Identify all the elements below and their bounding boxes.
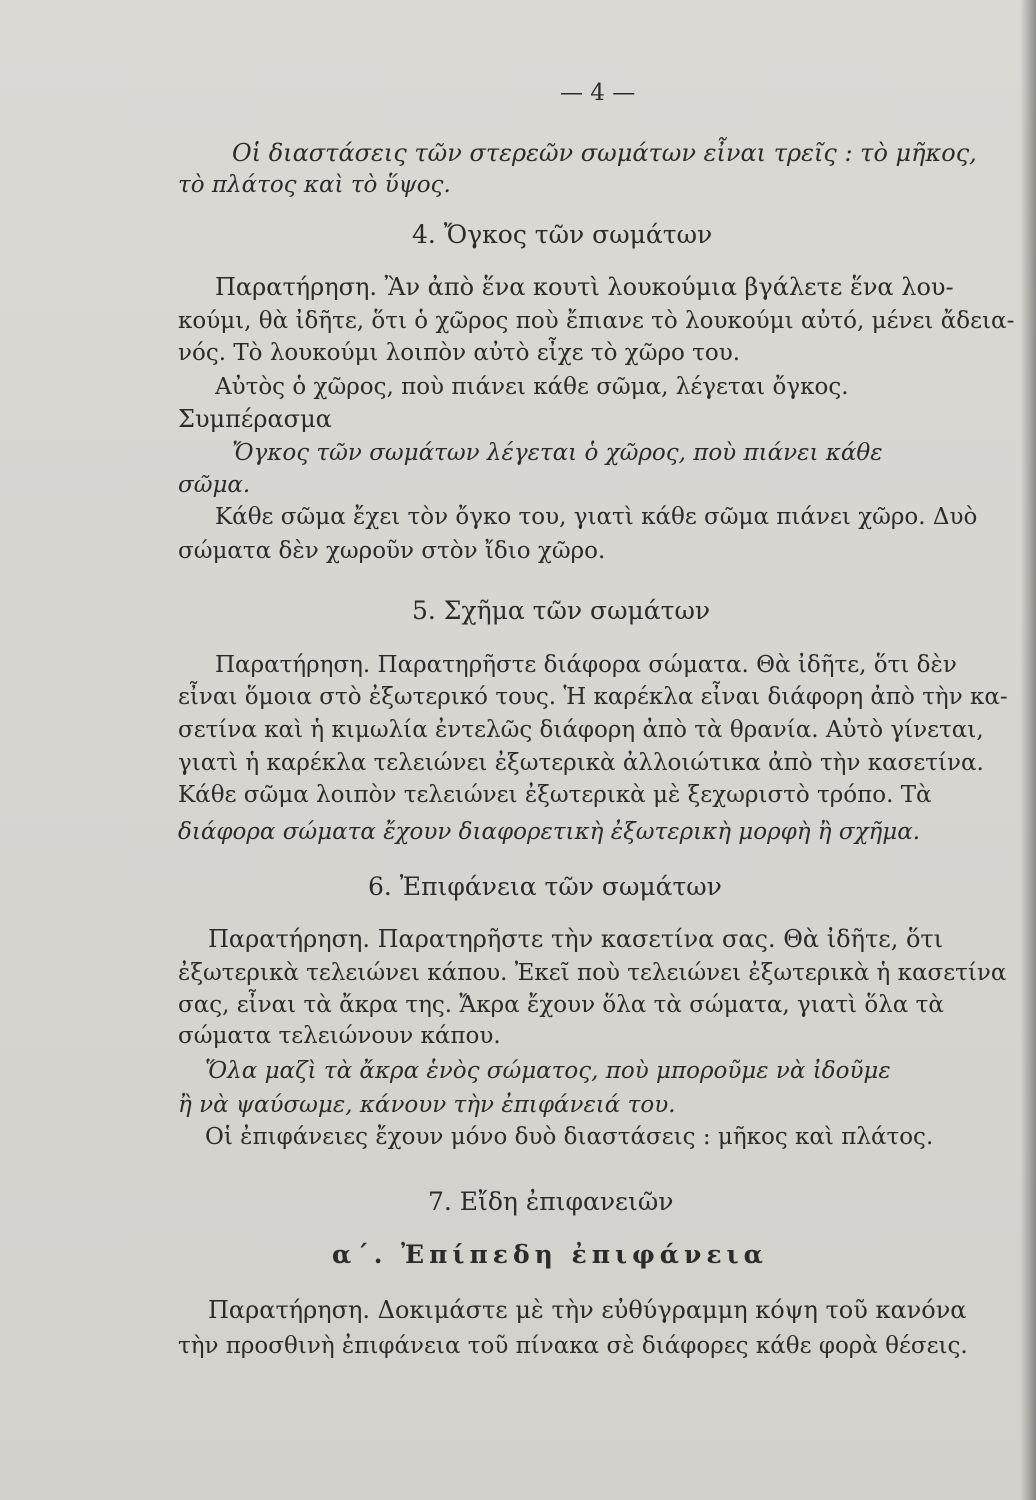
text-line: Παρατήρηση. Ἂν ἀπὸ ἕνα κουτὶ λουκούμια βγάλετε ἕνα λου- (215, 273, 954, 301)
text-line: Αὐτὸς ὁ χῶρος, ποὺ πιάνει κάθε σῶμα, λέγεται ὄγκος. (215, 374, 849, 400)
text-line: τὴν προσθινὴ ἐπιφάνεια τοῦ πίνακα σὲ διάφορες κάθε φορὰ θέσεις. (178, 1333, 968, 1359)
section-heading: 6. Ἐπιφάνεια τῶν σωμάτων (368, 872, 722, 901)
text-line: Κάθε σῶμα λοιπὸν τελειώνει ἐξωτερικὰ μὲ ξεχωριστὸ τρόπο. Τὰ (178, 782, 932, 808)
text-line: σώματα τελειώνουν κάπου. (178, 1023, 501, 1049)
section-heading: 7. Εἴδη ἐπιφανειῶν (428, 1187, 674, 1216)
text-line: Παρατήρηση. Δοκιμάστε μὲ τὴν εὐθύγραμμη κόψη τοῦ κανόνα (208, 1296, 967, 1324)
text-line: εἶναι ὅμοια στὸ ἐξωτερικό τους. Ἡ καρέκλα εἶναι διάφορη ἀπὸ τὴν κα- (178, 684, 1008, 710)
text-line: ἐξωτερικὰ τελειώνει κάπου. Ἐκεῖ ποὺ τελειώνει ἐξωτερικὰ ἡ κασετίνα (178, 960, 1007, 986)
subsection-heading: α΄. Ἐπίπεδη ἐπιφάνεια (332, 1240, 768, 1269)
text-line: σώματα δὲν χωροῦν στὸν ἴδιο χῶρο. (178, 538, 606, 564)
text-line: Παρατήρηση. Παρατηρῆστε τὴν κασετίνα σας. Θὰ ἰδῆτε, ὅτι (208, 925, 944, 953)
text-line: νός. Τὸ λουκούμι λοιπὸν αὐτὸ εἶχε τὸ χῶρο του. (178, 340, 741, 366)
section-heading: 5. Σχῆμα τῶν σωμάτων (412, 596, 711, 625)
text-line: Ὄγκος τῶν σωμάτων λέγεται ὁ χῶρος, ποὺ πιάνει κάθε (232, 440, 883, 466)
text-line: γιατὶ ἡ καρέκλα τελειώνει ἐξωτερικὰ ἀλλοιώτικα ἀπὸ τὴν κασετίνα. (178, 750, 984, 776)
page-number: — 4 — (560, 80, 636, 106)
page-edge-shadow (1020, 0, 1036, 1500)
text-line: Οἱ διαστάσεις τῶν στερεῶν σωμάτων εἶναι τρεῖς : τὸ μῆκος, (232, 139, 977, 167)
subheading: Συμπέρασμα (178, 405, 332, 433)
text-line: διάφορα σώματα ἔχουν διαφορετικὴ ἐξωτερικὴ μορφὴ ἢ σχῆμα. (178, 819, 921, 845)
text-line: σετίνα καὶ ἡ κιμωλία ἐντελῶς διάφορη ἀπὸ τὰ θρανία. Αὐτὸ γίνεται, (178, 717, 984, 743)
text-line: Παρατήρηση. Παρατηρῆστε διάφορα σώματα. Θὰ ἰδῆτε, ὅτι δὲν (215, 652, 957, 678)
text-line: σῶμα. (178, 472, 251, 498)
section-heading: 4. Ὄγκος τῶν σωμάτων (412, 220, 713, 249)
text-line: ἢ νὰ ψαύσωμε, κάνουν τὴν ἐπιφάνειά του. (178, 1092, 676, 1118)
text-line: τὸ πλάτος καὶ τὸ ὕψος. (178, 172, 451, 198)
text-line: Οἱ ἐπιφάνειες ἔχουν μόνο δυὸ διαστάσεις : μῆκος καὶ πλάτος. (205, 1124, 934, 1150)
text-line: κούμι, θὰ ἰδῆτε, ὅτι ὁ χῶρος ποὺ ἔπιανε τὸ λουκούμι αὐτό, μένει ἄδεια- (178, 308, 1015, 334)
text-line: Κάθε σῶμα ἔχει τὸν ὄγκο του, γιατὶ κάθε σῶμα πιάνει χῶρο. Δυὸ (215, 504, 978, 530)
text-line: σας, εἶναι τὰ ἄκρα της. Ἄκρα ἔχουν ὅλα τὰ σώματα, γιατὶ ὅλα τὰ (178, 992, 944, 1018)
text-line: Ὅλα μαζὶ τὰ ἄκρα ἑνὸς σώματος, ποὺ μποροῦμε νὰ ἰδοῦμε (205, 1058, 891, 1084)
